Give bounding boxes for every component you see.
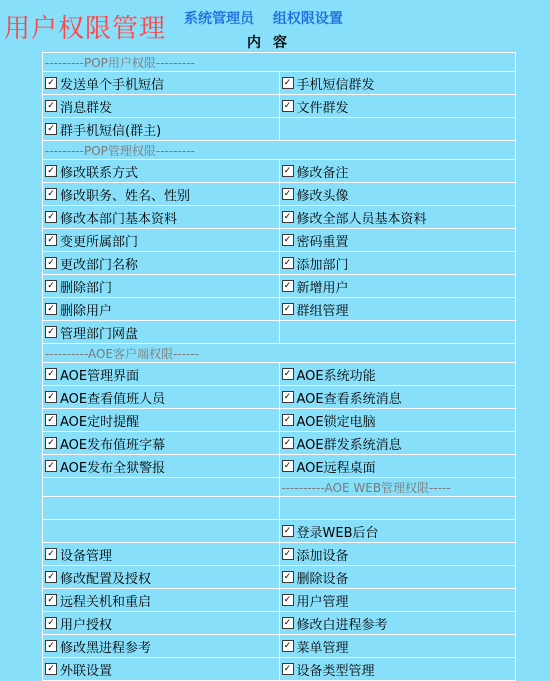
header-links [184, 8, 357, 28]
permission-cell[interactable] [279, 386, 516, 409]
checkbox-checked-icon[interactable]: ✓ [45, 437, 57, 449]
header [0, 0, 550, 51]
permission-option[interactable] [45, 323, 279, 342]
permission-cell[interactable] [43, 589, 280, 612]
checkbox-checked-icon[interactable]: ✓ [282, 188, 294, 200]
table-row [43, 497, 516, 520]
permission-option[interactable] [45, 614, 279, 633]
checkbox-checked-icon[interactable]: ✓ [45, 303, 57, 315]
checkbox-checked-icon[interactable]: ✓ [45, 188, 57, 200]
permission-cell[interactable] [279, 612, 516, 635]
checkbox-checked-icon[interactable]: ✓ [282, 234, 294, 246]
permission-cell[interactable] [43, 543, 280, 566]
checkbox-checked-icon[interactable]: ✓ [282, 437, 294, 449]
table-row [43, 658, 516, 681]
checkbox-checked-icon[interactable]: ✓ [282, 571, 294, 583]
permission-cell[interactable] [279, 363, 516, 386]
permission-label: 删除部门 [60, 280, 113, 296]
permission-cell[interactable] [43, 298, 280, 321]
checkbox-checked-icon[interactable]: ✓ [45, 257, 57, 269]
link-system-admin[interactable]: 系统管理员 [184, 11, 254, 27]
permission-cell[interactable] [279, 206, 516, 229]
permission-option[interactable] [282, 614, 516, 633]
checkbox-checked-icon[interactable]: ✓ [45, 640, 57, 652]
permission-option[interactable] [282, 254, 516, 273]
checkbox-checked-icon[interactable]: ✓ [282, 460, 294, 472]
permission-label: 菜单管理 [296, 640, 349, 656]
checkbox-checked-icon[interactable]: ✓ [45, 165, 57, 177]
permission-label: 用户授权 [60, 617, 113, 633]
table-row [43, 321, 516, 344]
table-row [43, 118, 516, 141]
permission-label: 更改部门名称 [60, 257, 139, 273]
permission-cell[interactable] [279, 658, 516, 681]
permission-option[interactable] [45, 162, 279, 181]
permission-cell[interactable] [279, 275, 516, 298]
checkbox-checked-icon[interactable]: ✓ [45, 460, 57, 472]
table-row [43, 455, 516, 478]
checkbox-checked-icon[interactable]: ✓ [282, 211, 294, 223]
permission-option[interactable] [282, 457, 516, 476]
permission-option[interactable] [45, 74, 279, 93]
permission-option[interactable] [282, 522, 516, 541]
checkbox-checked-icon[interactable]: ✓ [45, 280, 57, 292]
permission-cell[interactable] [279, 160, 516, 183]
table-row [43, 432, 516, 455]
table-row [43, 252, 516, 275]
permission-option[interactable] [45, 208, 279, 227]
permission-label: 手机短信群发 [296, 77, 375, 93]
permission-option[interactable] [45, 637, 279, 656]
table-row [43, 229, 516, 252]
section-divider: ----------AOE WEB管理权限----- [279, 478, 516, 497]
permission-cell[interactable] [43, 72, 280, 95]
permission-label: 外联设置 [60, 663, 113, 679]
permission-label: 登录WEB后台 [296, 525, 379, 541]
permission-label: 修改白进程参考 [296, 617, 388, 633]
permission-label: AOE系统功能 [296, 368, 376, 384]
checkbox-checked-icon[interactable]: ✓ [282, 594, 294, 606]
permission-cell[interactable] [279, 432, 516, 455]
permission-option[interactable] [45, 457, 279, 476]
permission-label: 变更所属部门 [60, 234, 139, 250]
checkbox-checked-icon[interactable]: ✓ [282, 303, 294, 315]
permission-option[interactable] [282, 434, 516, 453]
permission-option[interactable] [282, 231, 516, 250]
empty-cell [279, 497, 516, 520]
permission-cell[interactable] [279, 183, 516, 206]
permission-label: AOE管理界面 [60, 368, 140, 384]
permission-label: AOE定时提醒 [60, 414, 140, 430]
permission-cell[interactable] [43, 206, 280, 229]
checkbox-checked-icon[interactable]: ✓ [45, 123, 57, 135]
checkbox-checked-icon[interactable]: ✓ [282, 100, 294, 112]
empty-cell [43, 478, 280, 497]
permission-label: 密码重置 [296, 234, 349, 250]
checkbox-checked-icon[interactable]: ✓ [45, 414, 57, 426]
link-group-permission[interactable]: 组权限设置 [272, 11, 343, 27]
permission-cell[interactable] [279, 520, 516, 543]
checkbox-checked-icon[interactable]: ✓ [282, 548, 294, 560]
checkbox-checked-icon[interactable]: ✓ [282, 414, 294, 426]
permission-cell[interactable] [43, 658, 280, 681]
table-row [43, 478, 516, 497]
permission-option[interactable] [45, 277, 279, 296]
checkbox-checked-icon[interactable]: ✓ [45, 326, 57, 338]
permission-cell[interactable] [279, 589, 516, 612]
checkbox-checked-icon[interactable]: ✓ [282, 640, 294, 652]
permission-label: 删除用户 [60, 303, 113, 319]
permission-cell[interactable] [279, 543, 516, 566]
permission-option[interactable] [45, 660, 279, 679]
permission-option[interactable] [45, 434, 279, 453]
permission-label: AOE查看系统消息 [296, 391, 402, 407]
permission-option[interactable] [282, 365, 516, 384]
table-row [43, 612, 516, 635]
table-row [43, 95, 516, 118]
table-row [43, 298, 516, 321]
permission-cell [43, 520, 280, 543]
checkbox-checked-icon[interactable]: ✓ [282, 368, 294, 380]
table-row [43, 141, 516, 160]
permission-label: 添加部门 [296, 257, 349, 273]
permission-option[interactable] [282, 388, 516, 407]
permission-label: 修改全部人员基本资料 [296, 211, 427, 227]
permission-option[interactable] [45, 97, 279, 116]
permission-cell[interactable] [43, 409, 280, 432]
permission-cell[interactable] [279, 566, 516, 589]
permission-label: 修改职务、姓名、性别 [60, 188, 191, 204]
permission-label: 设备管理 [60, 548, 113, 564]
permission-option[interactable] [282, 74, 516, 93]
permission-label: 消息群发 [60, 100, 113, 116]
permission-label: AOE发布全狱警报 [60, 460, 166, 476]
permission-cell[interactable] [43, 252, 280, 275]
permission-label: 修改联系方式 [60, 165, 139, 181]
permission-label: AOE查看值班人员 [60, 391, 166, 407]
permission-option[interactable] [45, 591, 279, 610]
permission-label: 管理部门网盘 [60, 326, 139, 342]
table-row [43, 206, 516, 229]
table-row [43, 589, 516, 612]
checkbox-checked-icon[interactable]: ✓ [45, 234, 57, 246]
permission-cell [279, 321, 516, 344]
permission-cell[interactable] [43, 95, 280, 118]
permission-option[interactable] [282, 568, 516, 587]
table-row [43, 275, 516, 298]
checkbox-checked-icon[interactable]: ✓ [45, 211, 57, 223]
table-row [43, 363, 516, 386]
permission-cell[interactable] [43, 363, 280, 386]
checkbox-checked-icon[interactable]: ✓ [45, 594, 57, 606]
checkbox-checked-icon[interactable]: ✓ [282, 663, 294, 675]
table-row [43, 72, 516, 95]
permission-cell[interactable] [279, 455, 516, 478]
permission-option[interactable] [45, 545, 279, 564]
permission-option[interactable] [282, 208, 516, 227]
permission-cell[interactable] [279, 72, 516, 95]
permission-cell[interactable] [43, 118, 280, 141]
permission-label: 群组管理 [296, 303, 349, 319]
table-row [43, 183, 516, 206]
checkbox-checked-icon[interactable]: ✓ [45, 100, 57, 112]
permission-label: AOE锁定电脑 [296, 414, 376, 430]
permission-cell[interactable] [43, 612, 280, 635]
table-row [43, 53, 516, 72]
permission-cell[interactable] [279, 95, 516, 118]
permission-cell[interactable] [43, 566, 280, 589]
permission-label: AOE远程桌面 [296, 460, 376, 476]
permission-cell[interactable] [43, 386, 280, 409]
permission-option[interactable] [282, 411, 516, 430]
permission-option[interactable] [282, 660, 516, 679]
checkbox-checked-icon[interactable]: ✓ [45, 77, 57, 89]
table-row [43, 409, 516, 432]
checkbox-checked-icon[interactable]: ✓ [45, 571, 57, 583]
permission-label: 设备类型管理 [296, 663, 375, 679]
checkbox-checked-icon[interactable]: ✓ [282, 280, 294, 292]
table-row [43, 160, 516, 183]
permission-option[interactable] [282, 637, 516, 656]
permission-option[interactable] [45, 120, 279, 139]
permission-label: 用户管理 [296, 594, 349, 610]
permission-label: 修改本部门基本资料 [60, 211, 178, 227]
permission-label: 文件群发 [296, 100, 349, 116]
permission-option[interactable] [45, 300, 279, 319]
checkbox-checked-icon[interactable]: ✓ [45, 663, 57, 675]
permission-cell[interactable] [43, 321, 280, 344]
permission-option[interactable] [45, 254, 279, 273]
checkbox-checked-icon[interactable]: ✓ [282, 391, 294, 403]
permission-label: 修改配置及授权 [60, 571, 152, 587]
permission-label: 修改黑进程参考 [60, 640, 152, 656]
permission-option[interactable] [45, 365, 279, 384]
section-divider: ---------POP用户权限--------- [43, 53, 516, 72]
permission-cell[interactable] [279, 229, 516, 252]
checkbox-checked-icon[interactable]: ✓ [282, 525, 294, 537]
permission-label: 添加设备 [296, 548, 349, 564]
section-divider: ---------POP管理权限--------- [43, 141, 516, 160]
permission-cell[interactable] [43, 455, 280, 478]
permission-option[interactable] [282, 300, 516, 319]
permission-option[interactable] [282, 162, 516, 181]
permission-label: AOE群发系统消息 [296, 437, 402, 453]
permission-option[interactable] [282, 97, 516, 116]
permission-cell[interactable] [279, 409, 516, 432]
permission-label: AOE发布值班字幕 [60, 437, 166, 453]
empty-cell [43, 497, 280, 520]
permission-option[interactable] [282, 185, 516, 204]
permission-option[interactable] [45, 231, 279, 250]
permission-cell[interactable] [279, 298, 516, 321]
permission-cell[interactable] [43, 183, 280, 206]
permission-cell[interactable] [279, 635, 516, 658]
column-title: 内容 [247, 35, 299, 51]
permission-cell[interactable] [43, 635, 280, 658]
page-title: 用户权限管理 [4, 14, 167, 44]
checkbox-checked-icon[interactable]: ✓ [45, 548, 57, 560]
permission-option[interactable] [282, 277, 516, 296]
section-divider: ----------AOE客户端权限------ [43, 344, 516, 363]
permission-label: 新增用户 [296, 280, 349, 296]
permission-label: 删除设备 [296, 571, 349, 587]
checkbox-checked-icon[interactable]: ✓ [282, 617, 294, 629]
permission-label: 群手机短信(群主) [60, 123, 162, 139]
permission-table [42, 52, 516, 681]
permission-option[interactable] [45, 411, 279, 430]
table-row [43, 386, 516, 409]
checkbox-checked-icon[interactable]: ✓ [45, 391, 57, 403]
permission-option[interactable] [45, 388, 279, 407]
table-row [43, 520, 516, 543]
permission-option[interactable] [282, 591, 516, 610]
permission-label: 修改备注 [296, 165, 349, 181]
table-row [43, 566, 516, 589]
permission-cell[interactable] [43, 432, 280, 455]
permission-cell[interactable] [43, 160, 280, 183]
permission-label: 远程关机和重启 [60, 594, 152, 610]
table-row [43, 344, 516, 363]
checkbox-checked-icon[interactable]: ✓ [282, 257, 294, 269]
permission-cell [279, 118, 516, 141]
permission-cell[interactable] [43, 229, 280, 252]
table-row [43, 635, 516, 658]
permission-label: 发送单个手机短信 [60, 77, 165, 93]
checkbox-checked-icon[interactable]: ✓ [45, 368, 57, 380]
permission-option[interactable] [45, 185, 279, 204]
permission-option[interactable] [282, 545, 516, 564]
permission-label: 修改头像 [296, 188, 349, 204]
checkbox-checked-icon[interactable]: ✓ [282, 77, 294, 89]
permission-option[interactable] [45, 568, 279, 587]
checkbox-checked-icon[interactable]: ✓ [45, 617, 57, 629]
table-row [43, 543, 516, 566]
checkbox-checked-icon[interactable]: ✓ [282, 165, 294, 177]
permission-cell[interactable] [43, 275, 280, 298]
permission-cell[interactable] [279, 252, 516, 275]
